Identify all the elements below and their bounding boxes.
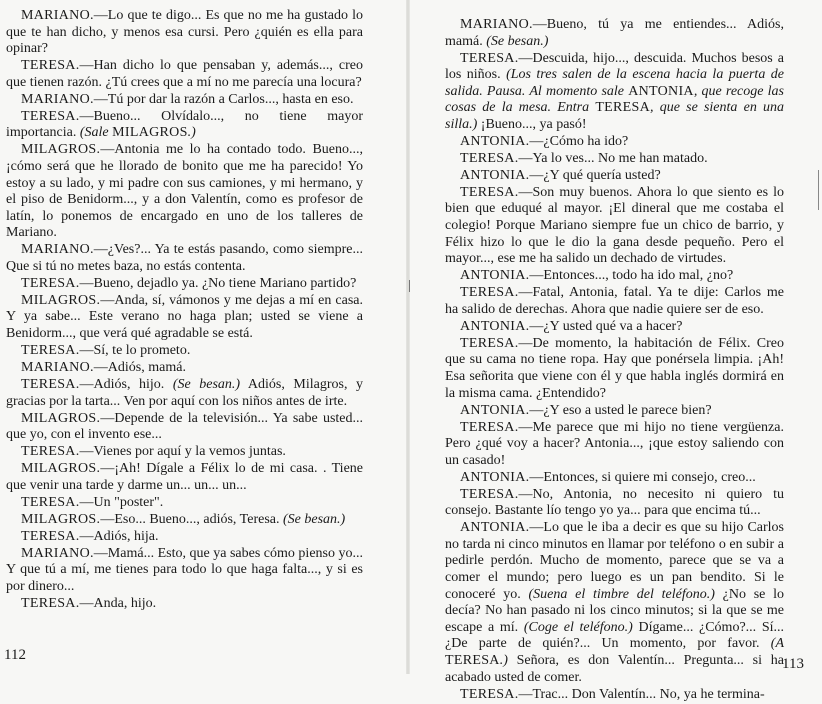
stage-direction: , que se sienta en una silla.) — [445, 100, 784, 132]
dialogue-paragraph — [6, 8, 363, 58]
dialogue-text: —Entonces, si quiere mi consejo, creo... — [529, 469, 756, 485]
speaker-name: TERESA — [595, 100, 651, 116]
speaker-name: ANTONIA. — [460, 268, 530, 284]
speaker-name: TERESA. — [460, 150, 519, 166]
speaker-name: TERESA. — [21, 343, 80, 358]
dialogue-paragraph — [445, 268, 784, 285]
speaker-name: MILAGROS — [112, 125, 188, 141]
dialogue-paragraph — [6, 529, 363, 546]
dialogue-paragraph — [6, 360, 363, 377]
speaker-name: TERESA. — [460, 50, 519, 66]
dialogue-text: —Antonia me lo ha contado todo. Bueno..., ¡cómo será que he llorado de bonito que me ha parecido! Yo estoy a su lado, y mi padre con sus camiones, y mi hermano, y el piso de Benidorm..., y a don Valentín, como es profesor de latín, lo ponemos de encargado en uno de los talleres de Mariano. — [6, 142, 363, 241]
dialogue-text: —Anda, sí, vámonos y me dejas a mí en casa. Y ya sabe... Este verano no haga plan; usted se viene a Benidorm..., que verá qué agradable se está. — [6, 292, 363, 342]
dialogue-paragraph — [6, 92, 363, 109]
speaker-name: MILAGROS. — [21, 410, 101, 426]
dialogue-text: —Bueno... Olvídalo..., no tiene mayor importancia. — [6, 108, 363, 141]
stage-direction: (Se besan.) — [283, 511, 346, 527]
dialogue-paragraph — [445, 285, 784, 318]
speaker-name: ANTONIA. — [460, 318, 530, 334]
dialogue-text: —Son muy buenos. Ahora lo que siento es lo bien que eduqué al mayor. ¡El dineral que me costaba el colegio! Porque Mariano siempre fue un chico de barrio, y Félix hizo lo que le dio la gana desde pequeño. Pero el mayor..., ese me ha salido un dechado de virtudes. — [445, 184, 784, 267]
dialogue-text: —Adiós, hijo. — [79, 376, 173, 392]
dialogue-text: —¿Y usted qué va a hacer? — [529, 318, 683, 334]
speaker-name: ANTONIA. — [460, 402, 530, 418]
speaker-name: TERESA. — [21, 494, 80, 510]
speaker-name: TERESA. — [460, 419, 519, 435]
dialogue-text: —Anda, hijo. — [79, 595, 157, 611]
speaker-name: TERESA. — [21, 275, 80, 291]
dialogue-paragraph — [445, 420, 784, 470]
dialogue-text: —Depende de la televisión... Ya sabe usted... que yo, con el invento ese... — [6, 410, 363, 443]
speaker-name: MILAGROS. — [21, 142, 101, 158]
dialogue-paragraph — [445, 168, 784, 185]
speaker-name: TERESA. — [21, 108, 80, 124]
stage-direction: (Los tres salen de la escena hacia la puerta de salida. Pausa. Al momento sale — [445, 67, 784, 99]
dialogue-paragraph — [445, 17, 784, 50]
dialogue-paragraph — [6, 512, 363, 529]
dialogue-text: —Bueno, tú ya me entiendes... Adiós, mamá. — [445, 17, 784, 49]
speaker-name: TERESA. — [21, 444, 80, 460]
dialogue-paragraph — [445, 403, 784, 420]
page-number-left: 112 — [4, 647, 26, 663]
dialogue-text: —Lo que te digo... Es que no me ha gustado lo que te han dicho, y menos esa cursi. Pero ¿quién es ella para opinar? — [6, 8, 363, 57]
dialogue-paragraph — [6, 276, 363, 293]
dialogue-text: —Mamá... Esto, que ya sabes cómo pienso yo... Y que tú a mí, me tienes para todo lo que haga falta..., y si es por dinero... — [6, 545, 363, 594]
dialogue-text: —Adiós, hija. — [79, 528, 159, 544]
dialogue-paragraph — [6, 109, 363, 142]
dialogue-text: —De momento, la habitación de Félix. Creo que su cama no tiene ropa. Hay que ponérsela limpia. ¡Ah! Esa señorita que viene con él y que habla inglés dormirá en la misma cama. ¿Entendido? — [445, 335, 784, 401]
dialogue-paragraph — [445, 487, 784, 520]
speaker-name: TERESA. — [460, 184, 519, 200]
speaker-name: ANTONIA — [628, 83, 694, 99]
dialogue-text: —No, Antonia, no necesito ni quiero tu consejo. Bastante lío tengo yo ya... para que encima tú... — [445, 486, 784, 519]
dialogue-text: —Sí, te lo prometo. — [79, 343, 191, 358]
dialogue-text: —Adiós, mamá. — [93, 359, 186, 375]
speaker-name: TERESA. — [460, 335, 519, 351]
dialogue-paragraph — [6, 58, 363, 91]
right-page — [408, 0, 822, 702]
dialogue-text: ¿No se lo decía? No han pasado ni los cinco minutos; si la que se me escape a mí. — [445, 586, 784, 635]
dialogue-text: —Eso... Bueno..., adiós, Teresa. — [100, 511, 284, 527]
dialogue-text: —¿Y eso a usted le parece bien? — [529, 402, 712, 418]
dialogue-paragraph — [6, 461, 363, 494]
dialogue-text: —Tú por dar la razón a Carlos..., hasta en eso. — [93, 91, 354, 107]
dialogue-paragraph — [6, 343, 363, 360]
speaker-name: MARIANO. — [21, 545, 94, 561]
speaker-name: MILAGROS. — [21, 511, 101, 527]
dialogue-text: —Trac... Don Valentín... No, ya he termina- — [518, 686, 765, 702]
dialogue-text: —¿Cómo ha ido? — [529, 133, 629, 149]
dialogue-paragraph — [6, 546, 363, 596]
speaker-name: TERESA. — [21, 595, 80, 611]
dialogue-text: —Lo que le iba a decir es que su hijo Carlos no tarda ni cinco minutos en llamar por teléfono o en subir a pedirle perdón. Mucho de momento, parece que se va a comer el mundo; pero luego es un pan bendito. Si le conoceré yo. — [445, 520, 784, 602]
dialogue-paragraph — [445, 134, 784, 151]
dialogue-text: Señora, es don Valentín... Pregunta... si ha acabado usted de comer. — [445, 653, 784, 685]
dialogue-paragraph — [445, 336, 784, 402]
dialogue-paragraph — [445, 151, 784, 168]
dialogue-text: —Un "poster". — [79, 494, 164, 510]
speaker-name: MARIANO. — [460, 17, 533, 32]
dialogue-paragraph — [445, 51, 784, 134]
dialogue-text: —Descuida, hijo..., descuida. Muchos besos a los niños. — [445, 50, 784, 83]
dialogue-paragraph — [445, 520, 784, 686]
speaker-name: TERESA. — [21, 528, 80, 544]
dialogue-paragraph — [6, 242, 363, 275]
stage-direction: (Coge el teléfono.) — [523, 619, 633, 635]
speaker-name: MILAGROS. — [21, 292, 101, 308]
stage-direction: .) — [187, 125, 196, 141]
speaker-name: MARIANO. — [21, 359, 94, 375]
dialogue-text: —¿Y qué quería usted? — [529, 167, 661, 183]
dialogue-paragraph — [6, 142, 363, 242]
dialogue-text: —Me parece que mi hijo no tiene vergüenza. Pero ¿qué voy a hacer? Antonia..., ¡que estoy saliendo con un casado! — [445, 419, 784, 468]
stage-direction: (A — [770, 636, 784, 652]
dialogue-paragraph — [6, 293, 363, 343]
dialogue-paragraph — [6, 495, 363, 512]
stage-direction: (Suena el timbre del teléfono.) — [528, 586, 715, 602]
dialogue-paragraph — [6, 596, 363, 613]
speaker-name: ANTONIA. — [460, 133, 530, 149]
speaker-name: ANTONIA. — [460, 469, 530, 485]
dialogue-text: —Entonces..., todo ha ido mal, ¿no? — [529, 268, 734, 284]
dialogue-text: —¿Ves?... Ya te estás pasando, como siempre... Que si tú no metes baza, no estás contenta. — [6, 242, 363, 274]
dialogue-paragraph — [445, 470, 784, 487]
speaker-name: MARIANO. — [21, 91, 94, 107]
dialogue-text: ¡Bueno..., ya pasó! — [477, 116, 587, 132]
left-page-text — [6, 8, 363, 613]
page-number-right: 113 — [782, 656, 804, 672]
right-page-text — [445, 17, 784, 704]
speaker-name: TERESA. — [460, 285, 519, 301]
speaker-name: ANTONIA. — [460, 520, 530, 536]
speaker-name: TERESA. — [21, 376, 80, 392]
speaker-name: TERESA. — [21, 58, 80, 74]
dialogue-text: —¡Ah! Dígale a Félix lo de mi casa. . Tiene que venir una tarde y darme un... un... un... — [6, 461, 363, 493]
dialogue-paragraph — [445, 185, 784, 268]
stage-direction: , que recoge las cosas de la mesa. Entra — [445, 83, 784, 116]
stage-direction: (Se besan.) — [486, 33, 549, 49]
left-page — [0, 0, 408, 674]
speaker-name: ANTONIA. — [460, 167, 530, 183]
speaker-name: TERESA. — [460, 686, 519, 702]
dialogue-text: Adiós, Milagros, y gracias por la tarta... Ven por aquí con los niños antes de irte. — [6, 376, 364, 409]
stage-direction: .) — [499, 653, 508, 669]
speaker-name: MARIANO. — [21, 242, 94, 258]
speaker-name: MARIANO. — [21, 8, 94, 23]
speaker-name: MILAGROS. — [21, 461, 101, 477]
speaker-name: TERESA. — [460, 486, 519, 502]
dialogue-text: —Ya lo ves... No me han matado. — [518, 150, 708, 166]
dialogue-text: —Vienes por aquí y la vemos juntas. — [79, 444, 286, 460]
dialogue-paragraph — [6, 411, 363, 444]
dialogue-text: Dígame... ¿Cómo?... Sí... ¿De parte de quién?... Un momento, por favor. — [445, 619, 785, 652]
dialogue-paragraph — [6, 444, 363, 461]
dialogue-text: —Fatal, Antonia, fatal. Ya te dije: Carlos me ha salido de derechas. Ahora que nadie quiere ser de eso. — [445, 285, 784, 317]
dialogue-paragraph — [445, 687, 784, 704]
dialogue-text: —Han dicho lo que pensaban y, además..., creo que tienen razón. ¿Tú crees que a mí no me parecía una locura? — [6, 58, 363, 90]
stage-direction: (Se besan.) — [172, 376, 241, 392]
dialogue-text: —Bueno, dejadlo ya. ¿No tiene Mariano partido? — [79, 275, 357, 291]
speaker-name: TERESA — [445, 653, 500, 669]
dialogue-paragraph — [6, 377, 363, 410]
dialogue-paragraph — [445, 319, 784, 336]
stage-direction: (Sale — [79, 125, 113, 141]
page-edge-mark — [818, 170, 819, 210]
